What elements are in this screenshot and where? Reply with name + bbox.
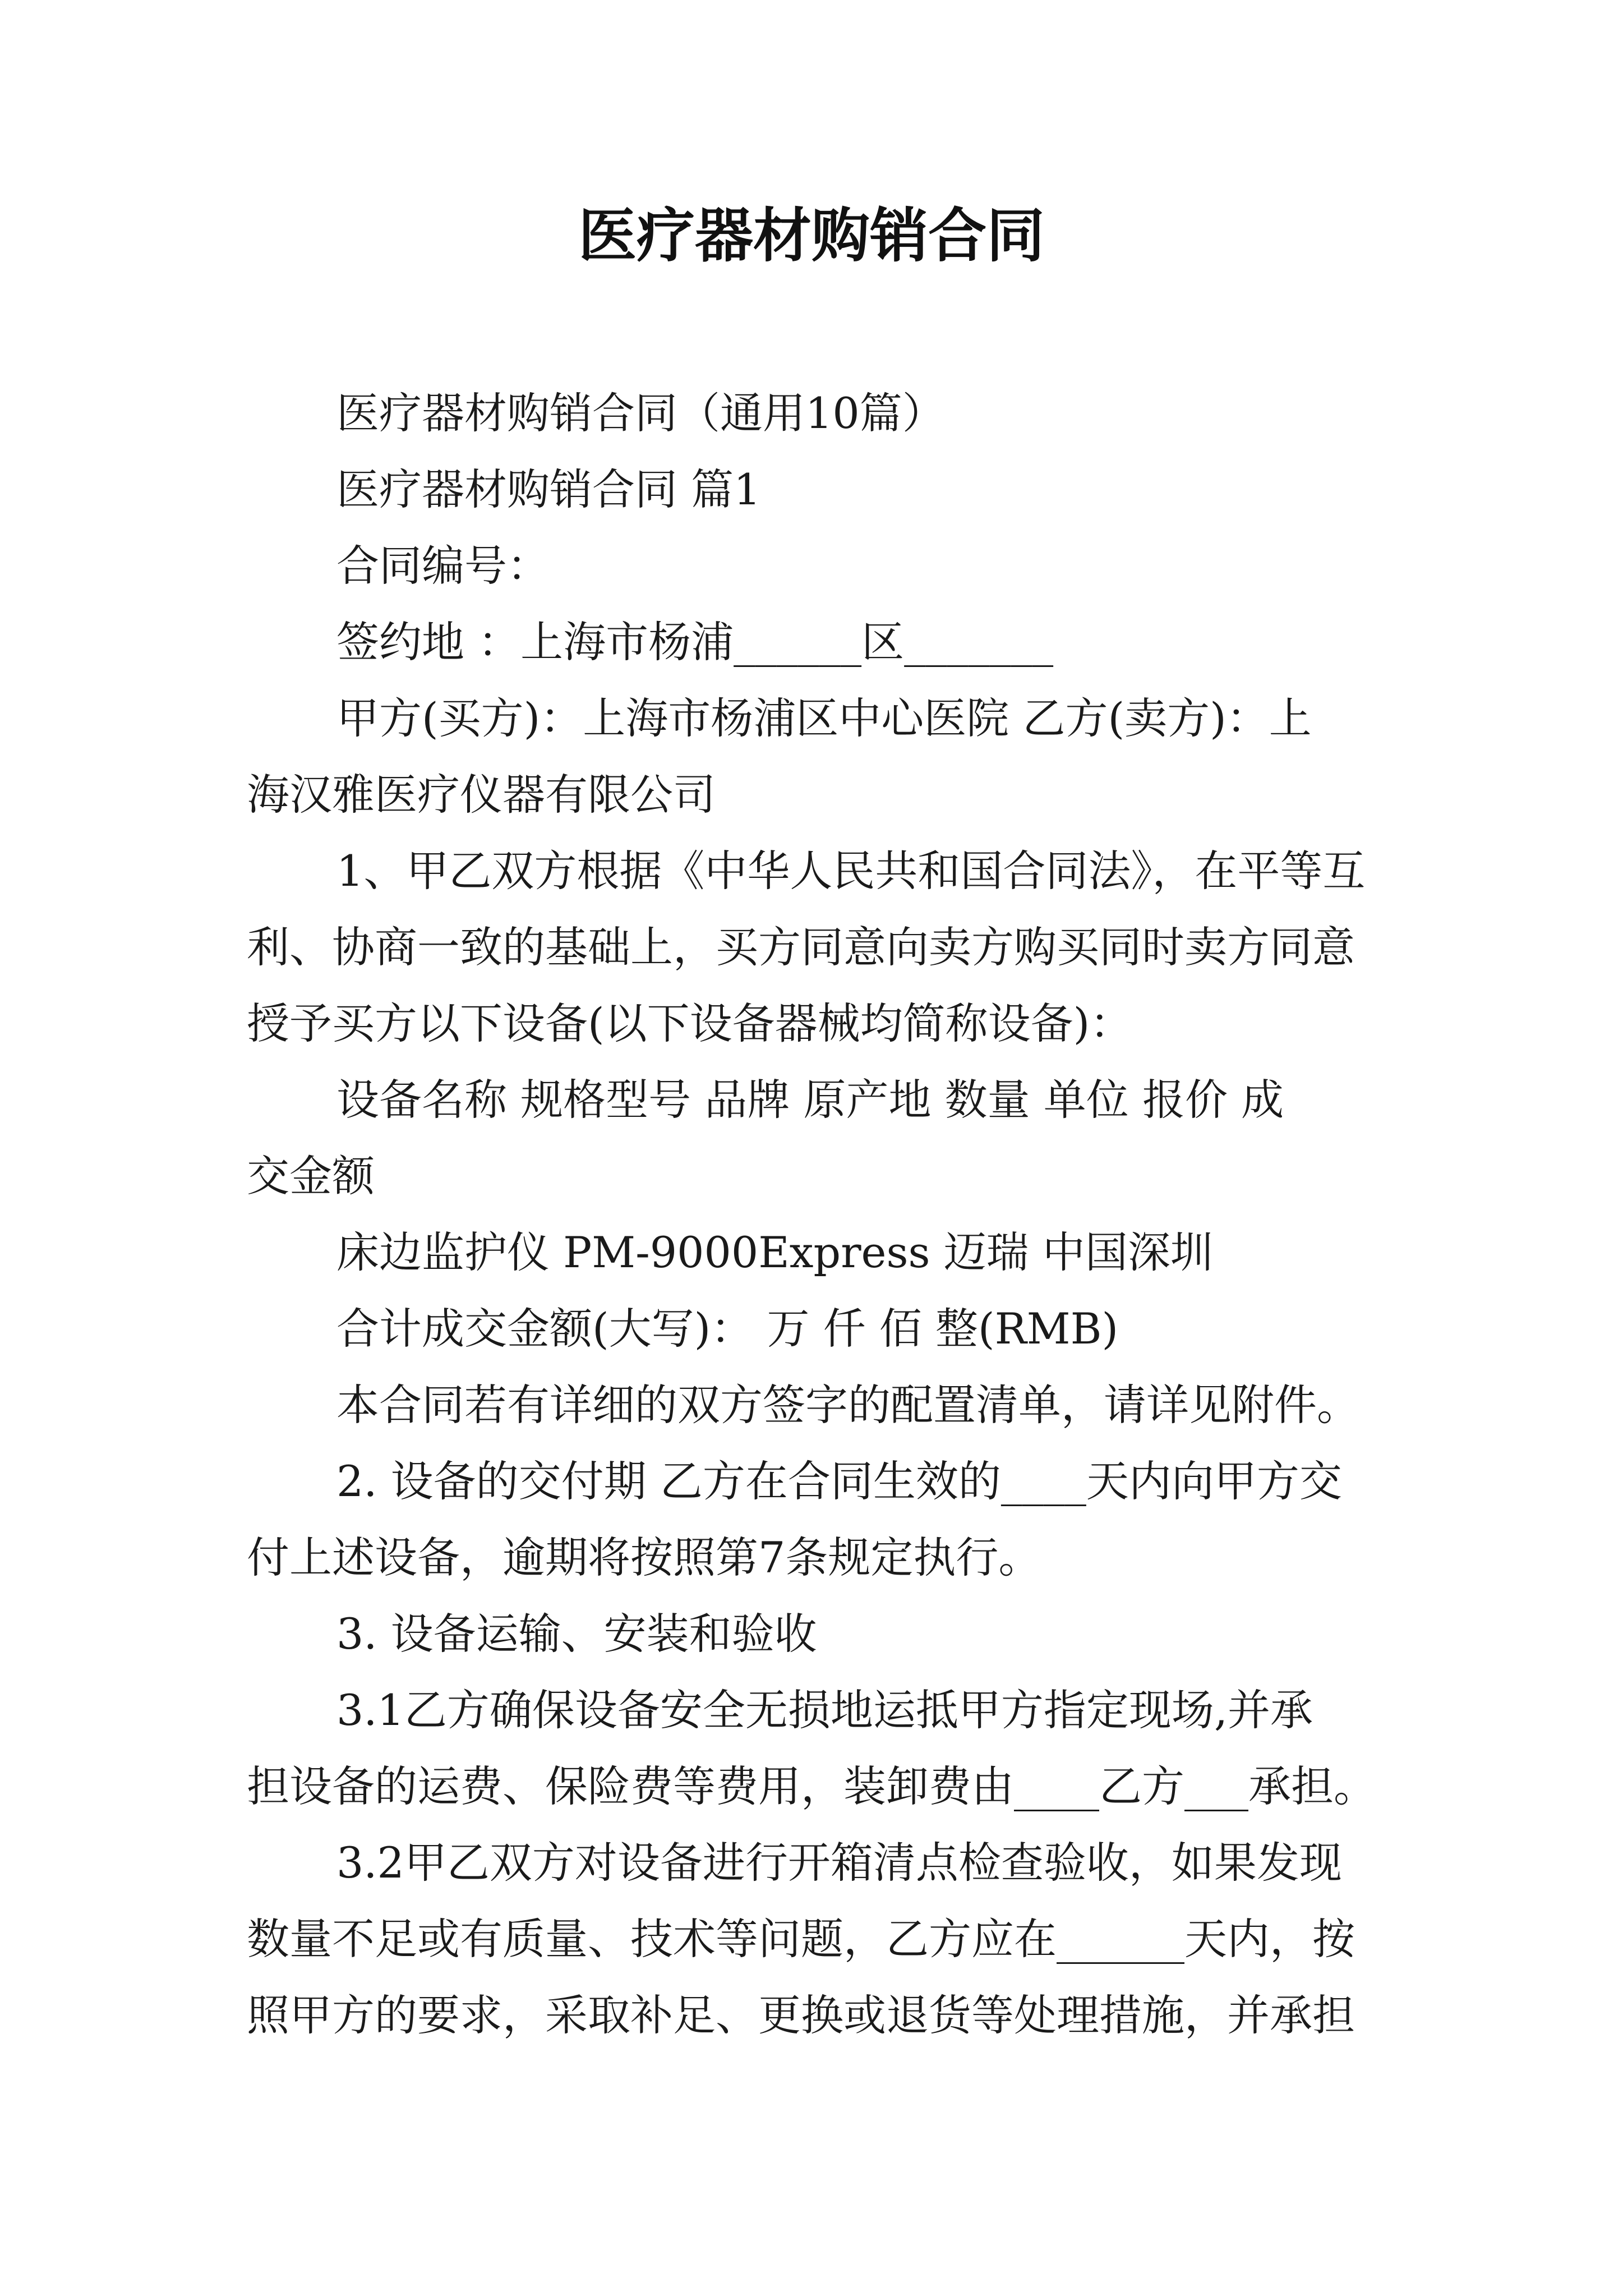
document-title: 医疗器材购销合同 <box>578 201 1045 270</box>
equipment-row: 床边监护仪 PM-9000Express 迈瑞 中国深圳 <box>336 1227 1213 1277</box>
clause-3-heading: 3. 设备运输、安装和验收 <box>336 1609 817 1659</box>
clause-3-2-cont: 数量不足或有质量、技术等问题，乙方应在______天内，按 <box>247 1914 1355 1964</box>
doc-subtitle: 医疗器材购销合同（通用10篇） <box>336 388 945 438</box>
parties-line-cont: 海汉雅医疗仪器有限公司 <box>247 770 716 820</box>
clause-1-cont: 授予买方以下设备(以下设备器械均简称设备)： <box>247 999 1133 1048</box>
signing-location: 签约地 ：上海市杨浦______区_______ <box>336 617 1054 667</box>
clause-3-1: 3.1乙方确保设备安全无损地运抵甲方指定现场,并承 <box>336 1685 1313 1735</box>
equipment-header-cont: 交金额 <box>247 1151 375 1201</box>
clause-1: 1、甲乙双方根据《中华人民共和国合同法》，在平等互 <box>336 846 1366 896</box>
equipment-header: 设备名称 规格型号 品牌 原产地 数量 单位 报价 成 <box>336 1075 1284 1125</box>
contract-number: 合同编号： <box>336 541 550 591</box>
parties-line: 甲方(买方)：上海市杨浦区中心医院 乙方(卖方)：上 <box>336 693 1312 743</box>
attachment-note: 本合同若有详细的双方签字的配置清单，请详见附件。 <box>336 1380 1359 1430</box>
clause-2: 2. 设备的交付期 乙方在合同生效的____天内向甲方交 <box>336 1456 1342 1506</box>
clause-3-2-cont: 照甲方的要求，采取补足、更换或退货等处理措施，并承担 <box>247 1990 1355 2040</box>
clause-2-cont: 付上述设备，逾期将按照第7条规定执行。 <box>247 1533 1041 1582</box>
clause-3-1-cont: 担设备的运费、保险费等费用，装卸费由____乙方___承担。 <box>247 1761 1376 1811</box>
clause-3-2: 3.2甲乙双方对设备进行开箱清点检查验收，如果发现 <box>336 1838 1342 1888</box>
section-heading: 医疗器材购销合同 篇1 <box>336 464 761 514</box>
total-amount: 合计成交金额(大写)： 万 仟 佰 整(RMB) <box>336 1304 1119 1354</box>
clause-1-cont: 利、协商一致的基础上，买方同意向卖方购买同时卖方同意 <box>247 922 1355 972</box>
